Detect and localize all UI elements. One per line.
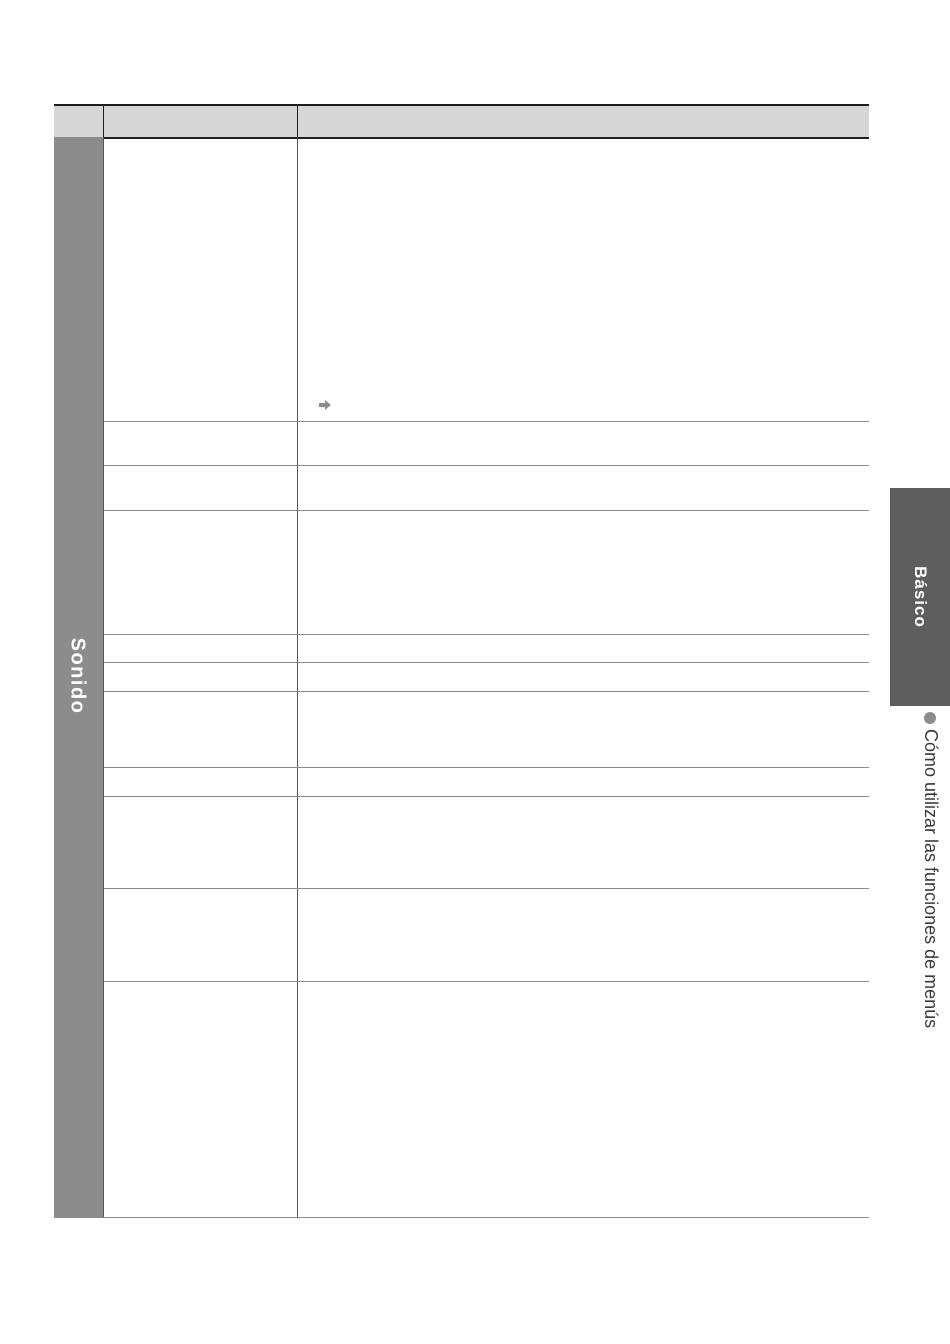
table-row-divider [104,888,869,889]
column-divider-right [297,137,298,1218]
side-caption [919,712,941,1092]
side-tab-label: Básico [911,566,930,628]
header-divider [297,106,298,137]
table-header-row [54,104,869,139]
table-row-divider [104,767,869,768]
column-divider-left [103,137,104,1218]
table-row-divider [104,421,869,422]
arrow-right-icon [318,399,332,411]
side-caption-text: Cómo utilizar las funciones de menús [921,729,941,1029]
table-row-divider [104,510,869,511]
side-tab [890,488,950,706]
table-row-divider [104,465,869,466]
table-row-divider [104,662,869,663]
table-row-divider [104,981,869,982]
table-row-divider [104,796,869,797]
circle-bullet-icon [925,712,937,724]
header-divider [103,106,104,137]
table-row-divider [104,691,869,692]
table-row-divider [104,634,869,635]
section-label: Sonido [66,637,89,715]
table-bottom-border [54,1217,869,1218]
